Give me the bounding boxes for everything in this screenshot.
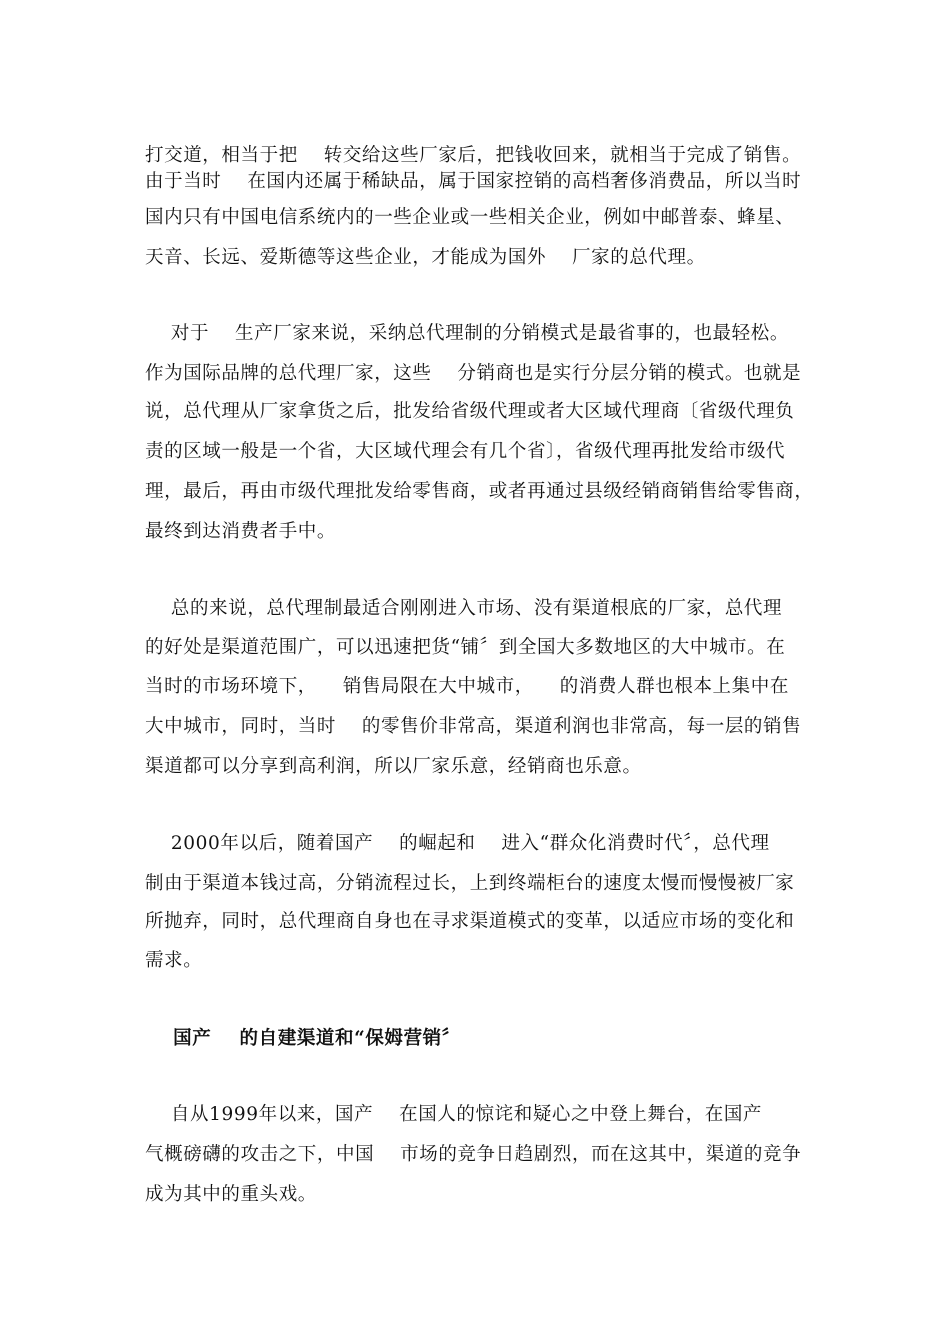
body-text-line: 的好处是渠道范围广，可以迅速把货“铺〞到全国大多数地区的大中城市。在 (145, 637, 786, 658)
body-text-line: 作为国际品牌的总代理厂家，这些 分销商也是实行分层分销的模式。也就是 (145, 363, 802, 384)
body-text-line: 渠道都可以分享到高利润，所以厂家乐意，经销商也乐意。 (145, 756, 642, 777)
body-text-line: 理，最后，再由市级代理批发给零售商，或者再通过县级经销商销售给零售商， (145, 481, 814, 502)
body-text-line: 所抛弃，同时，总代理商自身也在寻求渠道模式的变革，以适应市场的变化和 (145, 911, 795, 932)
body-text-line: 由于当时 在国内还属于稀缺品，属于国家控销的高档奢侈消费品，所以当时 (145, 171, 802, 192)
section-heading: 国产 的自建渠道和“保姆营销〞 (145, 1028, 461, 1049)
body-text-line: 总的来说，总代理制最适合刚刚进入市场、没有渠道根底的厂家，总代理 (145, 598, 783, 619)
body-text-line: 气概磅礴的攻击之下，中国 市场的竞争日趋剧烈，而在这其中，渠道的竞争 (145, 1144, 802, 1165)
body-text-line: 国内只有中国电信系统内的一些企业或一些相关企业，例如中邮普泰、蜂星、 (145, 207, 795, 228)
body-text-line: 天音、长远、爱斯德等这些企业，才能成为国外 厂家的总代理。 (145, 247, 706, 268)
body-text-line: 成为其中的重头戏。 (145, 1184, 317, 1205)
body-text-line: 需求。 (145, 950, 203, 971)
body-text-line: 当时的市场环境下， 销售局限在大中城市， 的消费人群也根本上集中在 (145, 676, 789, 697)
body-text-line: 说，总代理从厂家拿货之后，批发给省级代理或者大区域代理商〔省级代理负 (145, 401, 795, 422)
body-text-line: 打交道，相当于把 转交给这些厂家后，把钱收回来，就相当于完成了销售。 (145, 145, 802, 166)
body-text-line: 自从1999年以来，国产 在国人的惊诧和疑心之中登上舞台，在国产 (145, 1104, 763, 1125)
body-text-line: 制由于渠道本钱过高，分销流程过长，上到终端柜台的速度太慢而慢慢被厂家 (145, 873, 795, 894)
body-text-line: 对于 生产厂家来说，采纳总代理制的分销模式是最省事的，也最轻松。 (145, 323, 789, 344)
body-text-line: 责的区域一般是一个省，大区域代理会有几个省〕，省级代理再批发给市级代 (145, 441, 786, 462)
body-text-line: 最终到达消费者手中。 (145, 521, 337, 542)
body-text-line: 2000年以后，随着国产 的崛起和 进入“群众化消费时代〞，总代理 (145, 833, 770, 854)
body-text-line: 大中城市，同时，当时 的零售价非常高，渠道利润也非常高，每一层的销售 (145, 716, 802, 737)
